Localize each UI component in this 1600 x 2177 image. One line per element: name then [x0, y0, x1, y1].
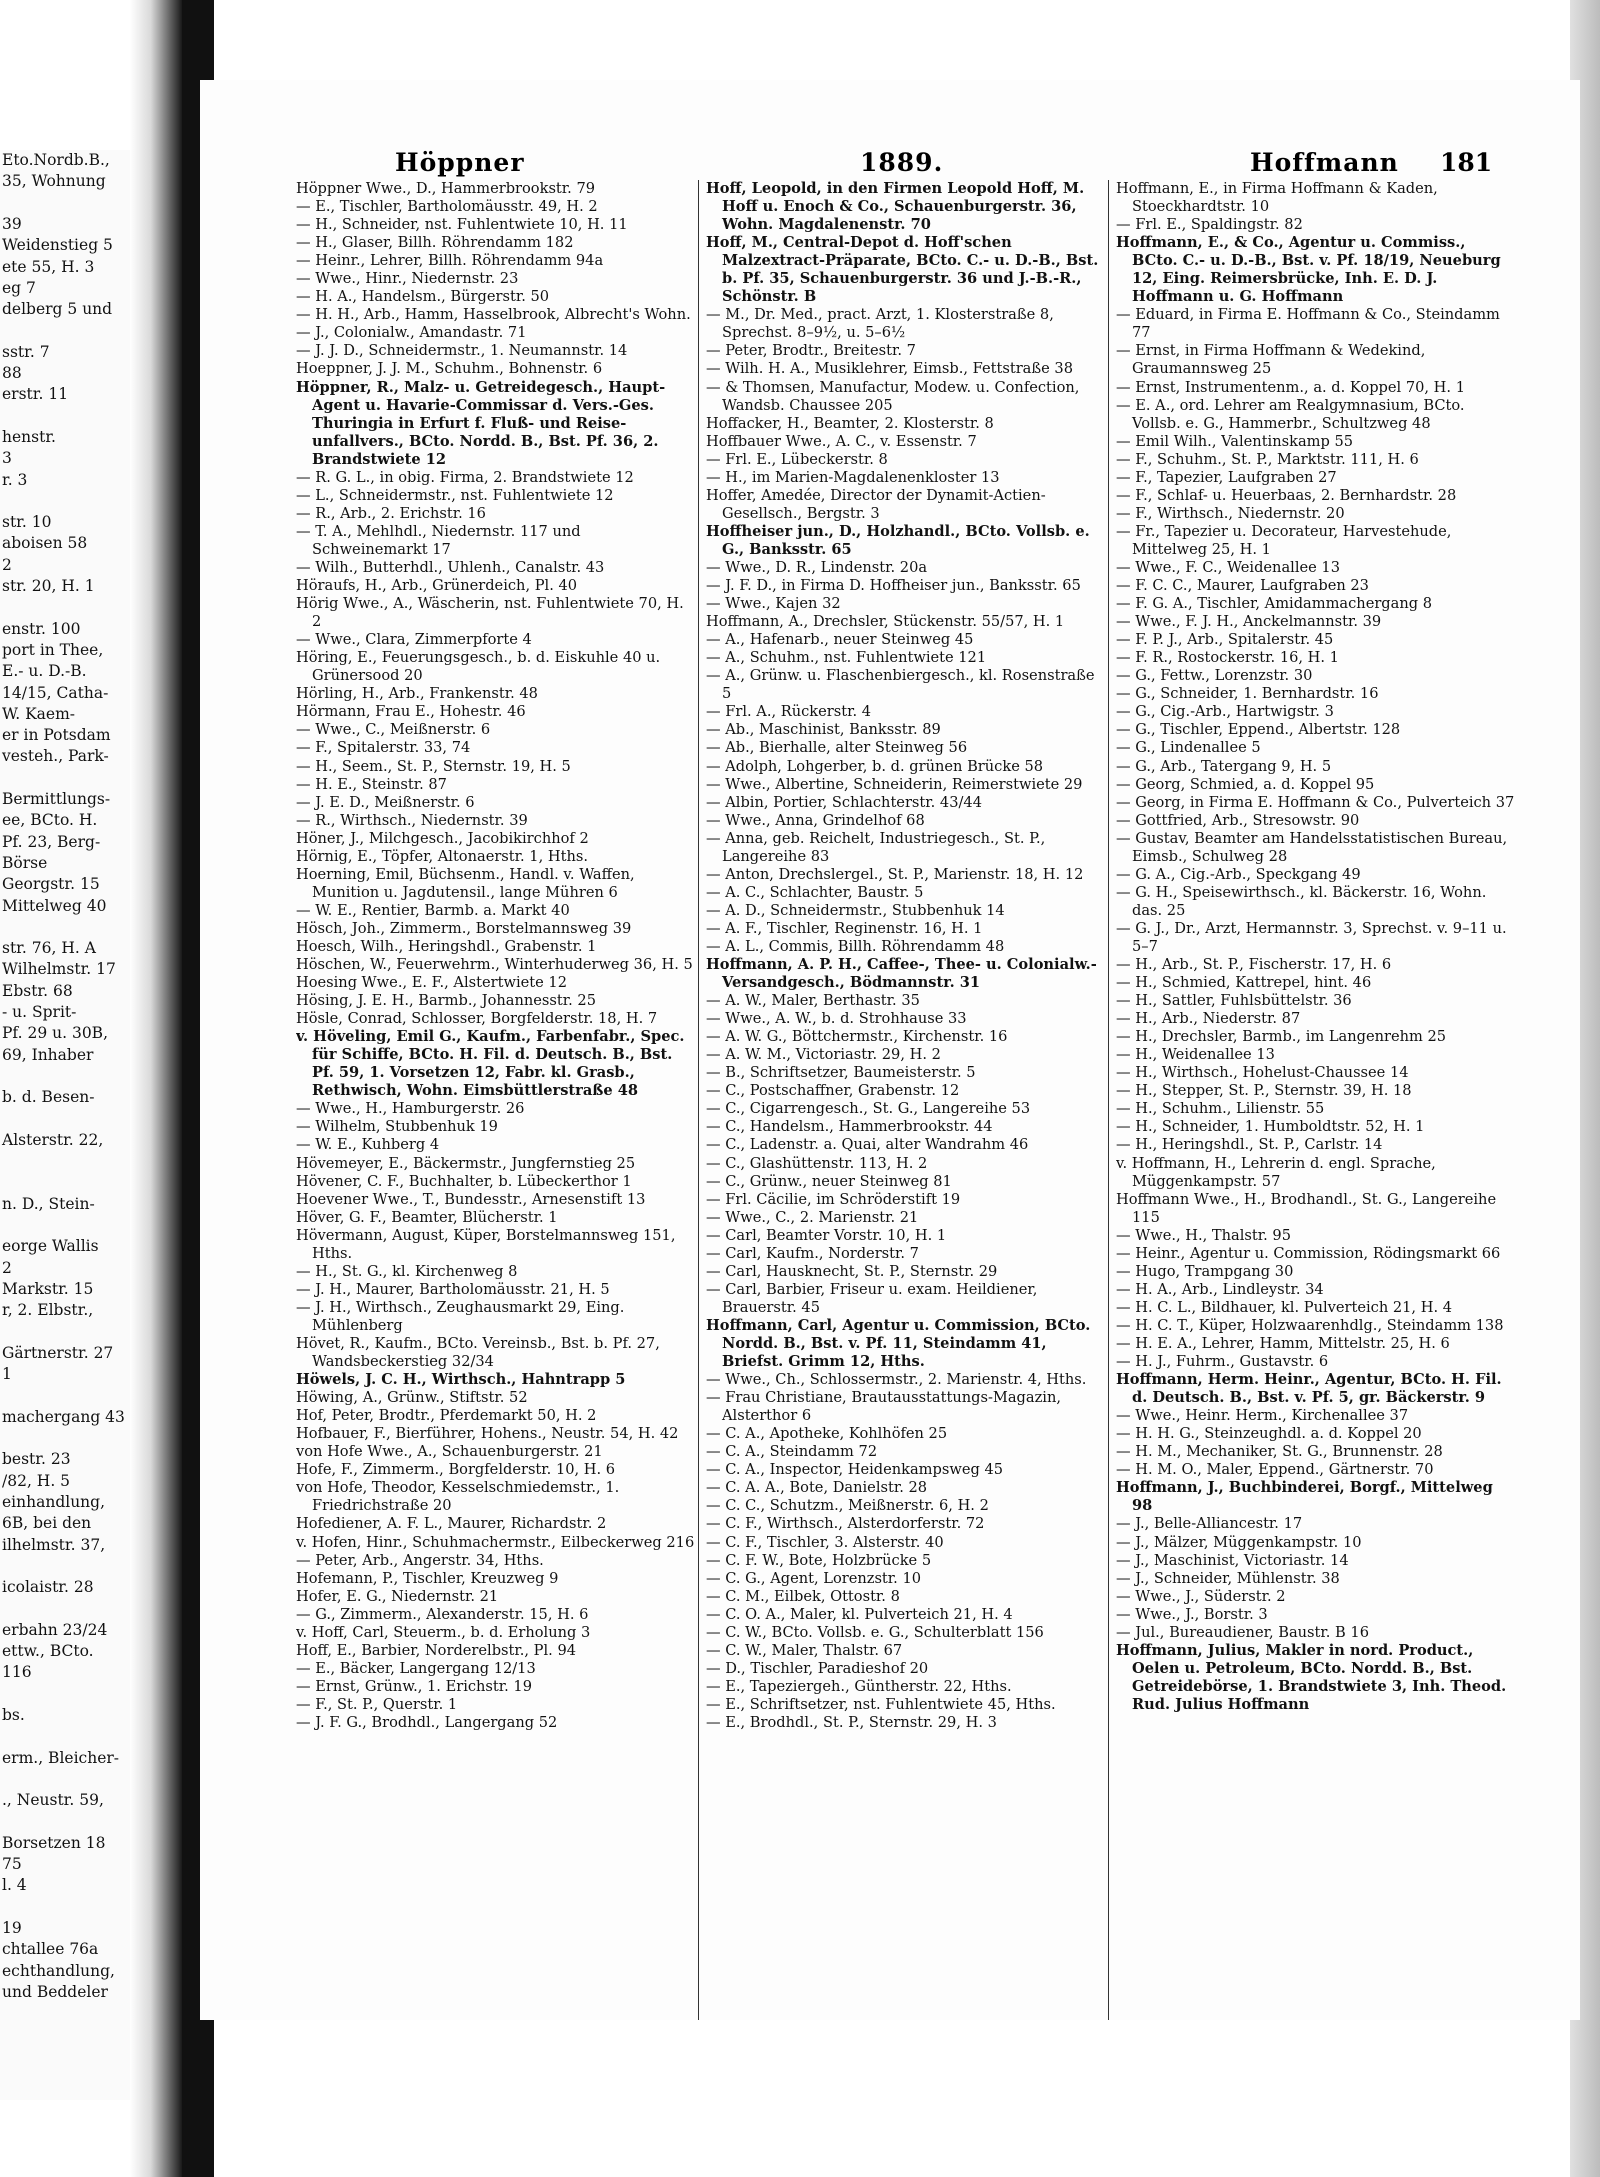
directory-entry: — A. L., Commis, Billh. Röhrendamm 48	[706, 937, 1005, 955]
directory-entry: — B., Schriftsetzer, Baumeisterstr. 5	[706, 1064, 976, 1082]
directory-entry: — E., Bäcker, Langergang 12/13	[296, 1659, 536, 1677]
directory-entry: — H. A., Handelsm., Bürgerstr. 50	[296, 288, 550, 306]
column-divider	[698, 180, 699, 2020]
directory-entry: von Hofe Wwe., A., Schauenburgerstr. 21	[296, 1443, 603, 1461]
directory-entry: — Wilh., Butterhdl., Uhlenh., Canalstr. 43	[296, 558, 605, 576]
directory-entry: — F. C. C., Maurer, Laufgraben 23	[1116, 577, 1369, 595]
directory-entry: — Wwe., Ch., Schlossermstr., 2. Marienstr. 4, Hths.	[706, 1371, 1087, 1389]
directory-column-2	[706, 180, 1106, 2020]
directory-entry: — H., Glaser, Billh. Röhrendamm 182	[296, 234, 574, 252]
left-page-line: Mittelweg 40	[2, 896, 107, 915]
directory-entry: — Gottfried, Arb., Stresowstr. 90	[1116, 811, 1360, 829]
left-page-line: echthandlung,	[2, 1961, 115, 1980]
left-page-line: bs.	[2, 1705, 25, 1724]
left-page-line: 14/15, Catha-	[2, 683, 109, 702]
directory-entry: — A. C., Schlachter, Baustr. 5	[706, 883, 924, 901]
directory-column-1	[296, 180, 696, 2020]
directory-entry: — Ernst, Grünw., 1. Erichstr. 19	[296, 1677, 533, 1695]
directory-entry: — H. C. L., Bildhauer, kl. Pulverteich 21, H. 4	[1116, 1298, 1453, 1316]
directory-entry: — F. G. A., Tischler, Amidammachergang 8	[1116, 595, 1433, 613]
directory-entry: — Peter, Brodtr., Breitestr. 7	[706, 342, 916, 360]
directory-entry: Hösing, J. E. H., Barmb., Johannesstr. 25	[296, 992, 596, 1010]
left-page-line: 116	[2, 1663, 32, 1682]
left-page-line: - u. Sprit-	[2, 1003, 77, 1021]
directory-entry: — G. J., Dr., Arzt, Hermannstr. 3, Sprechst. v. 9–11 u. 5–7	[1116, 919, 1507, 955]
left-page-line: chtallee 76a	[2, 1940, 99, 1959]
directory-entry: Hofe, F., Zimmerm., Borgfelderstr. 10, H. 6	[296, 1461, 616, 1479]
left-page-line: l. 4	[2, 1876, 27, 1895]
left-page-line: ilhelmstr. 37,	[2, 1535, 106, 1554]
directory-entry: v. Hoffmann, H., Lehrerin d. engl. Sprache, Müggenkampstr. 57	[1116, 1154, 1436, 1190]
directory-entry: — Wwe., F. J. H., Anckelmannstr. 39	[1116, 613, 1382, 631]
directory-entry: — Albin, Portier, Schlachterstr. 43/44	[706, 793, 982, 811]
left-page-line: /82, H. 5	[2, 1471, 71, 1490]
directory-entry: Hofbauer, F., Bierführer, Hohens., Neustr. 54, H. 42	[296, 1425, 679, 1443]
left-page-line: er in Potsdam	[2, 726, 111, 745]
directory-entry: — H., Schneider, nst. Fuhlentwiete 10, H. 11	[296, 216, 628, 234]
directory-entry: — Wwe., C., Meißnerstr. 6	[296, 721, 491, 739]
left-page-line: einhandlung,	[2, 1492, 106, 1511]
left-page-line: bestr. 23	[2, 1450, 71, 1469]
directory-entry: Hösle, Conrad, Schlosser, Borgfelderstr. 18, H. 7	[296, 1010, 658, 1028]
directory-entry: Hoffmann, A. P. H., Caffee-, Thee- u. Colonialw.-Versandgesch., Bödmannstr. 31	[706, 956, 1097, 992]
directory-entry: — Wwe., Albertine, Schneiderin, Reimerstwiete 29	[706, 775, 1083, 793]
left-page-line: 1	[2, 1365, 12, 1384]
directory-entry: — Georg, in Firma E. Hoffmann & Co., Pulverteich 37	[1116, 793, 1515, 811]
directory-entry: — C., Ladenstr. a. Quai, alter Wandrahm 46	[706, 1136, 1029, 1154]
left-page-line: Markstr. 15	[2, 1279, 94, 1298]
directory-entry: — G., Fettw., Lorenzstr. 30	[1116, 667, 1313, 685]
directory-entry: — D., Tischler, Paradieshof 20	[706, 1659, 929, 1677]
directory-entry: Hofer, E. G., Niedernstr. 21	[296, 1587, 499, 1605]
left-page-fragment	[0, 150, 150, 2100]
directory-entry: — Peter, Arb., Angerstr. 34, Hths.	[296, 1551, 544, 1569]
left-page-line: 2	[2, 1258, 12, 1277]
directory-entry: Hof, Peter, Brodtr., Pferdemarkt 50, H. 2	[296, 1407, 597, 1425]
directory-entry: — C. M., Eilbek, Ottostr. 8	[706, 1587, 900, 1605]
directory-entry: — Heinr., Agentur u. Commission, Rödingsmarkt 66	[1116, 1244, 1501, 1262]
directory-entry: Hoerning, Emil, Büchsenm., Handl. v. Waffen, Munition u. Jagdutensil., lange Mühren 6	[296, 865, 635, 901]
directory-entry: — F., Spitalerstr. 33, 74	[296, 739, 471, 757]
directory-entry: — G., Arb., Tatergang 9, H. 5	[1116, 757, 1332, 775]
directory-entry: — Ab., Maschinist, Banksstr. 89	[706, 721, 941, 739]
directory-entry: — G., Cig.-Arb., Hartwigstr. 3	[1116, 703, 1334, 721]
directory-entry: — Wwe., C., 2. Marienstr. 21	[706, 1208, 919, 1226]
directory-entry: — J. H., Wirthsch., Zeughausmarkt 29, Eing. Mühlenberg	[296, 1298, 625, 1334]
directory-entry: — W. E., Rentier, Barmb. a. Markt 40	[296, 901, 570, 919]
directory-entry: — H., Sattler, Fuhlsbüttelstr. 36	[1116, 992, 1352, 1010]
directory-entry: Hoffmann, E., & Co., Agentur u. Commiss., BCto. C.- u. D.-B., Bst. v. Pf. 18/19, Neueburg 12, Eing. Reimersbrücke, Inh. E. D. J. Hoffmann u. G. Hoffmann	[1116, 234, 1501, 306]
directory-entry: — H., Drechsler, Barmb., im Langenrehm 25	[1116, 1028, 1447, 1046]
left-page-line: 88	[2, 364, 22, 382]
directory-entry: — F., Tapezier, Laufgraben 27	[1116, 468, 1337, 486]
directory-entry: Höwing, A., Grünw., Stiftstr. 52	[296, 1389, 528, 1407]
directory-entry: — J., Colonialw., Amandastr. 71	[296, 324, 527, 342]
directory-entry: — C., Glashüttenstr. 113, H. 2	[706, 1154, 928, 1172]
directory-entry: Hoffmann, Julius, Makler in nord. Product., Oelen u. Petroleum, BCto. Nordd. B., Bst. Getreidebörse, 1. Brandstwiete 3, Inh. Theod. Rud. Julius Hoffmann	[1116, 1641, 1507, 1713]
left-page-line: Ebstr. 68	[2, 981, 73, 1000]
directory-entry: — J. F. D., in Firma D. Hoffheiser jun., Banksstr. 65	[706, 577, 1081, 595]
left-page-line: sstr. 7	[2, 342, 50, 361]
header-year: 1889.	[860, 148, 944, 177]
directory-entry: — Gustav, Beamter am Handelsstatistischen Bureau, Eimsb., Schulweg 28	[1116, 829, 1508, 865]
directory-entry: — Carl, Beamter Vorstr. 10, H. 1	[706, 1226, 947, 1244]
directory-entry: Hoesch, Wilh., Heringshdl., Grabenstr. 1	[296, 937, 597, 955]
directory-entry: — Adolph, Lohgerber, b. d. grünen Brücke 58	[706, 757, 1044, 775]
directory-entry: — H., Schmied, Kattrepel, hint. 46	[1116, 974, 1372, 992]
directory-entry: — F. R., Rostockerstr. 16, H. 1	[1116, 649, 1339, 667]
directory-entry: — Carl, Barbier, Friseur u. exam. Heildiener, Brauerstr. 45	[706, 1280, 1038, 1316]
directory-entry: — E., Brodhdl., St. P., Sternstr. 29, H. 3	[706, 1713, 997, 1731]
left-page-line: eg 7	[2, 278, 36, 297]
left-page-line: str. 10	[2, 513, 52, 532]
directory-entry: — H., Heringshdl., St. P., Carlstr. 14	[1116, 1136, 1383, 1154]
left-page-line: Gärtnerstr. 27	[2, 1343, 114, 1362]
directory-entry: Hoffer, Amedée, Director der Dynamit-Actien-Gesellsch., Bergstr. 3	[706, 486, 1046, 522]
left-page-line: Weidenstieg 5	[2, 236, 113, 255]
directory-entry: — Wwe., H., Hamburgerstr. 26	[296, 1100, 525, 1118]
left-page-line: erstr. 11	[2, 385, 69, 404]
directory-entry: Höschen, W., Feuerwehrm., Winterhuderweg 36, H. 5	[296, 956, 693, 974]
header-left-keyword: Höppner	[395, 148, 525, 177]
directory-entry: — Wwe., J., Borstr. 3	[1116, 1605, 1268, 1623]
directory-entry: Hoff, Leopold, in den Firmen Leopold Hoff, M. Hoff u. Enoch & Co., Schauenburgerstr. 36, Wohn. Magdalenenstr. 70	[706, 180, 1085, 234]
directory-entry: Hövermann, August, Küper, Borstelmannsweg 151, Hths.	[296, 1226, 676, 1262]
directory-entry: — C. F., Tischler, 3. Alsterstr. 40	[706, 1533, 944, 1551]
directory-entry: — C., Cigarrengesch., St. G., Langereihe 53	[706, 1100, 1031, 1118]
directory-entry: — A., Schuhm., nst. Fuhlentwiete 121	[706, 649, 987, 667]
directory-entry: Hoeppner, J. J. M., Schuhm., Bohnenstr. 6	[296, 360, 603, 378]
directory-entry: — J., Schneider, Mühlenstr. 38	[1116, 1569, 1340, 1587]
header-right-keyword: Hoffmann	[1250, 148, 1399, 177]
directory-entry: — Frl. E., Spaldingstr. 82	[1116, 216, 1303, 234]
directory-entry: — M., Dr. Med., pract. Arzt, 1. Klosterstraße 8, Sprechst. 8–9½, u. 5–6½	[706, 306, 1054, 342]
directory-entry: — H., Arb., St. P., Fischerstr. 17, H. 6	[1116, 956, 1392, 974]
left-page-line: r. 3	[2, 470, 28, 489]
directory-entry: Hövener, C. F., Buchhalter, b. Lübeckerthor 1	[296, 1172, 632, 1190]
directory-entry: Hofemann, P., Tischler, Kreuzweg 9	[296, 1569, 559, 1587]
directory-entry: — H. J., Fuhrm., Gustavstr. 6	[1116, 1353, 1329, 1371]
left-page-line: erm., Bleicher-	[2, 1748, 120, 1767]
directory-entry: — Wwe., A. W., b. d. Strohhause 33	[706, 1010, 967, 1028]
directory-entry: — A., Grünw. u. Flaschenbiergesch., kl. Rosenstraße 5	[706, 667, 1095, 703]
directory-entry: — Wwe., Hinr., Niedernstr. 23	[296, 270, 519, 288]
directory-entry: Hoffmann, Carl, Agentur u. Commission, BCto. Nordd. B., Bst. v. Pf. 11, Steindamm 41, Briefst. Grimm 12, Hths.	[706, 1316, 1091, 1371]
left-page-line: n. D., Stein-	[2, 1194, 95, 1213]
directory-entry: — C., Handelsm., Hammerbrookstr. 44	[706, 1118, 993, 1136]
left-page-line: ., Neustr. 59,	[2, 1791, 104, 1810]
left-page-line: port in Thee,	[2, 640, 104, 659]
directory-entry: — C., Postschaffner, Grabenstr. 12	[706, 1082, 960, 1100]
left-page-line: 75	[2, 1855, 22, 1873]
directory-entry: — Georg, Schmied, a. d. Koppel 95	[1116, 775, 1375, 793]
directory-entry: — Wwe., Clara, Zimmerpforte 4	[296, 631, 532, 649]
left-page-line: vesteh., Park-	[2, 747, 109, 766]
directory-entry: Hoff, E., Barbier, Norderelbstr., Pl. 94	[296, 1641, 577, 1659]
directory-entry: — H. A., Arb., Lindleystr. 34	[1116, 1280, 1324, 1298]
directory-entry: Höring, E., Feuerungsgesch., b. d. Eiskuhle 40 u. Grünersood 20	[296, 649, 661, 685]
left-page-line: ete 55, H. 3	[2, 257, 95, 276]
directory-entry: — Anna, geb. Reichelt, Industriegesch., St. P., Langereihe 83	[706, 829, 1046, 865]
directory-page	[200, 80, 1580, 2020]
left-page-line: Georgstr. 15	[2, 875, 100, 894]
directory-entry: — Hugo, Trampgang 30	[1116, 1262, 1294, 1280]
left-page-line: und Beddeler	[2, 1982, 108, 2001]
directory-entry: — H. M. O., Maler, Eppend., Gärtnerstr. 70	[1116, 1461, 1434, 1479]
directory-entry: — A. F., Tischler, Reginenstr. 16, H. 1	[706, 919, 983, 937]
directory-entry: — Carl, Hausknecht, St. P., Sternstr. 29	[706, 1262, 998, 1280]
directory-entry: Höner, J., Milchgesch., Jacobikirchhof 2	[296, 829, 589, 847]
directory-entry: Hoffmann, A., Drechsler, Stückenstr. 55/57, H. 1	[706, 613, 1065, 631]
directory-entry: — Emil Wilh., Valentinskamp 55	[1116, 432, 1354, 450]
directory-entry: — Heinr., Lehrer, Billh. Röhrendamm 94a	[296, 252, 604, 270]
directory-entry: — Fr., Tapezier u. Decorateur, Harvestehude, Mittelweg 25, H. 1	[1116, 522, 1452, 558]
directory-entry: Hörmann, Frau E., Hohestr. 46	[296, 703, 526, 721]
directory-entry: — Ernst, in Firma Hoffmann & Wedekind, Graumannsweg 25	[1116, 342, 1426, 378]
left-page-line: icolaistr. 28	[2, 1578, 94, 1597]
directory-entry: — F., Schuhm., St. P., Marktstr. 111, H. 6	[1116, 450, 1419, 468]
directory-entry: — Wwe., H., Thalstr. 95	[1116, 1226, 1291, 1244]
directory-entry: Hoffmann Wwe., H., Brodhandl., St. G., Langereihe 115	[1116, 1190, 1497, 1226]
directory-entry: — J., Maschinist, Victoriastr. 14	[1116, 1551, 1349, 1569]
directory-entry: — W. E., Kuhberg 4	[296, 1136, 440, 1154]
left-page-line: ee, BCto. H.	[2, 811, 98, 830]
directory-entry: — H. C. T., Küper, Holzwaarenhdlg., Steindamm 138	[1116, 1316, 1504, 1334]
left-page-line: Eto.Nordb.B.,	[2, 151, 110, 169]
left-page-line: Wilhelmstr. 17	[2, 960, 116, 979]
directory-entry: — H., Seem., St. P., Sternstr. 19, H. 5	[296, 757, 571, 775]
directory-entry: — C. G., Agent, Lorenzstr. 10	[706, 1569, 922, 1587]
directory-entry: — R., Arb., 2. Erichstr. 16	[296, 504, 486, 522]
directory-entry: — H. H. G., Steinzeughdl. a. d. Koppel 20	[1116, 1425, 1422, 1443]
left-page-line: r, 2. Elbstr.,	[2, 1301, 94, 1320]
directory-entry: — Jul., Bureaudiener, Baustr. B 16	[1116, 1623, 1369, 1641]
directory-entry: — J. F. G., Brodhdl., Langergang 52	[296, 1713, 558, 1731]
directory-entry: — E. A., ord. Lehrer am Realgymnasium, BCto. Vollsb. e. G., Hammerbr., Schultzweg 48	[1116, 396, 1465, 432]
left-page-line: 6B, bei den	[2, 1514, 92, 1533]
directory-entry: v. Hoff, Carl, Steuerm., b. d. Erholung 3	[296, 1623, 591, 1641]
directory-entry: — G., Schneider, 1. Bernhardstr. 16	[1116, 685, 1379, 703]
left-page-line: aboisen 58	[2, 534, 88, 553]
directory-entry: v. Höveling, Emil G., Kaufm., Farbenfabr., Spec. für Schiffe, BCto. H. Fil. d. Deutsch. B., Bst. Pf. 59, 1. Vorsetzen 12, Fabr. kl. Grasb., Rethwisch, Wohn. Eimsbüttlerstraße 48	[296, 1028, 685, 1100]
directory-entry: — A. W., Maler, Berthastr. 35	[706, 992, 920, 1010]
directory-entry: — C. A., Apotheke, Kohlhöfen 25	[706, 1425, 948, 1443]
left-page-line: enstr. 100	[2, 619, 81, 638]
directory-entry: Höwels, J. C. H., Wirthsch., Hahntrapp 5	[296, 1371, 626, 1389]
directory-entry: — H., Schuhm., Lilienstr. 55	[1116, 1100, 1325, 1118]
left-page-line: ettw., BCto.	[2, 1642, 94, 1660]
left-page-line: 39	[2, 214, 22, 233]
directory-entry: — Wilhelm, Stubbenhuk 19	[296, 1118, 498, 1136]
directory-entry: — Wwe., D. R., Lindenstr. 20a	[706, 558, 928, 576]
directory-entry: — C. F. W., Bote, Holzbrücke 5	[706, 1551, 932, 1569]
left-page-line: 3	[2, 449, 12, 468]
directory-entry: Hörling, H., Arb., Frankenstr. 48	[296, 685, 538, 703]
directory-entry: — R. G. L., in obig. Firma, 2. Brandstwiete 12	[296, 468, 634, 486]
left-page-line: Borsetzen 18	[2, 1833, 106, 1852]
directory-entry: — Frl. Cäcilie, im Schröderstift 19	[706, 1190, 961, 1208]
directory-entry: — J. E. D., Meißnerstr. 6	[296, 793, 475, 811]
directory-entry: — C. C., Schutzm., Meißnerstr. 6, H. 2	[706, 1497, 989, 1515]
directory-entry: Hofediener, A. F. L., Maurer, Richardstr. 2	[296, 1515, 607, 1533]
directory-entry: — J., Belle-Alliancestr. 17	[1116, 1515, 1303, 1533]
directory-entry: Hörnig, E., Töpfer, Altonaerstr. 1, Hths.	[296, 847, 588, 865]
left-page-line: 2	[2, 555, 12, 574]
directory-entry: Hoevener Wwe., T., Bundesstr., Arnesenstift 13	[296, 1190, 646, 1208]
directory-entry: — H., Wirthsch., Hohelust-Chaussee 14	[1116, 1064, 1409, 1082]
directory-entry: Hoffacker, H., Beamter, 2. Klosterstr. 8	[706, 414, 994, 432]
directory-entry: Hoesing Wwe., E. F., Alstertwiete 12	[296, 974, 567, 992]
directory-column-3	[1116, 180, 1516, 2020]
directory-entry: Hövet, R., Kaufm., BCto. Vereinsb., Bst. b. Pf. 27, Wandsbeckerstieg 32/34	[296, 1335, 660, 1371]
directory-entry: — H., Schneider, 1. Humboldtstr. 52, H. 1	[1116, 1118, 1425, 1136]
left-page-line: 19	[2, 1918, 22, 1937]
directory-entry: — C. O. A., Maler, kl. Pulverteich 21, H. 4	[706, 1605, 1013, 1623]
left-page-line: 35, Wohnung	[2, 172, 106, 191]
left-page-line: Bermittlungs-	[2, 790, 111, 808]
directory-entry: — H., St. G., kl. Kirchenweg 8	[296, 1262, 518, 1280]
directory-entry: — T. A., Mehlhdl., Niedernstr. 117 und Schweinemarkt 17	[296, 522, 581, 558]
left-page-line: E.- u. D.-B.	[2, 662, 87, 681]
left-page-line: Alsterstr. 22,	[2, 1130, 104, 1149]
directory-entry: — G., Tischler, Eppend., Albertstr. 128	[1116, 721, 1401, 739]
directory-entry: Hösch, Joh., Zimmerm., Borstelmannsweg 39	[296, 919, 632, 937]
directory-entry: Hoffmann, J., Buchbinderei, Borgf., Mittelweg 98	[1116, 1479, 1493, 1515]
directory-entry: von Hofe, Theodor, Kesselschmiedemstr., 1. Friedrichstraße 20	[296, 1479, 620, 1515]
directory-entry: — F. P. J., Arb., Spitalerstr. 45	[1116, 631, 1334, 649]
left-page-line: str. 20, H. 1	[2, 577, 95, 595]
directory-entry: — R., Wirthsch., Niedernstr. 39	[296, 811, 528, 829]
directory-entry: — Carl, Kaufm., Norderstr. 7	[706, 1244, 919, 1262]
directory-entry: Hoffheiser jun., D., Holzhandl., BCto. Vollsb. e. G., Banksstr. 65	[706, 522, 1090, 558]
directory-entry: — C. W., BCto. Vollsb. e. G., Schulterblatt 156	[706, 1623, 1044, 1641]
directory-entry: Hoffmann, Herm. Heinr., Agentur, BCto. H. Fil. d. Deutsch. B., Bst. v. Pf. 5, gr. Bäckerstr. 9	[1116, 1371, 1502, 1407]
directory-entry: — C. A. A., Bote, Danielstr. 28	[706, 1479, 928, 1497]
directory-entry: — C. A., Steindamm 72	[706, 1443, 878, 1461]
left-page-line: W. Kaem-	[2, 704, 76, 723]
directory-entry: — J. H., Maurer, Bartholomäusstr. 21, H. 5	[296, 1280, 610, 1298]
directory-entry: — C. W., Maler, Thalstr. 67	[706, 1641, 903, 1659]
directory-entry: — F., Wirthsch., Niedernstr. 20	[1116, 504, 1345, 522]
directory-entry: Hövemeyer, E., Bäckermstr., Jungfernstieg 25	[296, 1154, 636, 1172]
directory-entry: — H., im Marien-Magdalenenkloster 13	[706, 468, 1000, 486]
directory-entry: Hoffbauer Wwe., A. C., v. Essenstr. 7	[706, 432, 977, 450]
directory-entry: — H. E., Steinstr. 87	[296, 775, 447, 793]
directory-entry: Höppner, R., Malz- u. Getreidegesch., Haupt-Agent u. Havarie-Commissar d. Vers.-Ges. Thuringia in Erfurt f. Fluß- und Reise-unfallvers., BCto. Nordd. B., Bst. Pf. 36, 2. Brandstwiete 12	[296, 378, 666, 468]
directory-entry: — F., St. P., Querstr. 1	[296, 1695, 458, 1713]
directory-entry: — & Thomsen, Manufactur, Modew. u. Confection, Wandsb. Chaussee 205	[706, 378, 1080, 414]
book-spine-shadow	[130, 0, 182, 2177]
directory-entry: — Wwe., F. C., Weidenallee 13	[1116, 558, 1340, 576]
left-page-line: Börse	[2, 853, 48, 872]
directory-entry: — Wwe., Heinr. Herm., Kirchenallee 37	[1116, 1407, 1409, 1425]
directory-entry: — G., Lindenallee 5	[1116, 739, 1261, 757]
directory-entry: — Wwe., J., Süderstr. 2	[1116, 1587, 1286, 1605]
directory-entry: — C., Grünw., neuer Steinweg 81	[706, 1172, 952, 1190]
directory-entry: — G. A., Cig.-Arb., Speckgang 49	[1116, 865, 1361, 883]
left-page-line: henstr.	[2, 427, 56, 446]
directory-entry: v. Hofen, Hinr., Schuhmachermstr., Eilbeckerweg 216	[296, 1533, 695, 1551]
left-page-line: delberg 5 und	[2, 300, 113, 319]
directory-entry: — A. W. M., Victoriastr. 29, H. 2	[706, 1046, 941, 1064]
directory-entry: — Ab., Bierhalle, alter Steinweg 56	[706, 739, 968, 757]
directory-entry: — Ernst, Instrumentenm., a. d. Koppel 70, H. 1	[1116, 378, 1465, 396]
left-page-line: erbahn 23/24	[2, 1620, 108, 1639]
directory-entry: — Frl. A., Rückerstr. 4	[706, 703, 872, 721]
directory-entry: — C. F., Wirthsch., Alsterdorferstr. 72	[706, 1515, 985, 1533]
left-page-line: machergang 43	[2, 1407, 125, 1426]
directory-entry: Hörig Wwe., A., Wäscherin, nst. Fuhlentwiete 70, H. 2	[296, 595, 684, 631]
directory-entry: Hoff, M., Central-Depot d. Hoff'schen Malzextract-Präparate, BCto. C.- u. D.-B., Bst. b. Pf. 35, Schauenburgerstr. 36 und J.-B.-R., Schönstr. B	[706, 234, 1099, 306]
directory-entry: Höraufs, H., Arb., Grünerdeich, Pl. 40	[296, 577, 578, 595]
directory-entry: Höver, G. F., Beamter, Blücherstr. 1	[296, 1208, 558, 1226]
directory-entry: — H., Arb., Niederstr. 87	[1116, 1010, 1301, 1028]
directory-entry: — E., Schriftsetzer, nst. Fuhlentwiete 45, Hths.	[706, 1695, 1056, 1713]
directory-entry: — A., Hafenarb., neuer Steinweg 45	[706, 631, 974, 649]
directory-entry: — H., Weidenallee 13	[1116, 1046, 1275, 1064]
directory-entry: Hoffmann, E., in Firma Hoffmann & Kaden, Stoeckhardtstr. 10	[1116, 180, 1438, 216]
left-page-line: eorge Wallis	[2, 1237, 99, 1256]
left-page-line: Pf. 29 u. 30B,	[2, 1024, 108, 1043]
directory-entry: — E., Tapeziergeh., Güntherstr. 22, Hths.	[706, 1677, 1012, 1695]
page-number: 181	[1440, 148, 1493, 177]
directory-entry: — A. W. G., Böttchermstr., Kirchenstr. 16	[706, 1028, 1008, 1046]
directory-entry: — Wwe., Anna, Grindelhof 68	[706, 811, 925, 829]
left-page-line: Pf. 23, Berg-	[2, 832, 101, 851]
directory-entry: — J., Mälzer, Müggenkampstr. 10	[1116, 1533, 1362, 1551]
directory-entry: — G., Zimmerm., Alexanderstr. 15, H. 6	[296, 1605, 589, 1623]
directory-entry: — J. J. D., Schneidermstr., 1. Neumannstr. 14	[296, 342, 628, 360]
directory-entry: Höppner Wwe., D., Hammerbrookstr. 79	[296, 180, 596, 197]
directory-entry: — A. D., Schneidermstr., Stubbenhuk 14	[706, 901, 1005, 919]
left-page-line: 69, Inhaber	[2, 1045, 94, 1064]
directory-entry: — Wwe., Kajen 32	[706, 595, 841, 613]
directory-entry: — H. M., Mechaniker, St. G., Brunnenstr. 28	[1116, 1443, 1443, 1461]
column-divider	[1108, 180, 1109, 2020]
directory-entry: — Wilh. H. A., Musiklehrer, Eimsb., Fettstraße 38	[706, 360, 1073, 378]
directory-entry: — E., Tischler, Bartholomäusstr. 49, H. 2	[296, 198, 598, 216]
directory-entry: — H., Stepper, St. P., Sternstr. 39, H. 18	[1116, 1082, 1412, 1100]
directory-entry: — H. E. A., Lehrer, Hamm, Mittelstr. 25, H. 6	[1116, 1335, 1450, 1352]
directory-entry: — F., Schlaf- u. Heuerbaas, 2. Bernhardstr. 28	[1116, 486, 1457, 504]
directory-entry: — Frl. E., Lübeckerstr. 8	[706, 450, 888, 468]
left-page-line: b. d. Besen-	[2, 1088, 95, 1107]
left-page-line: str. 76, H. A	[2, 939, 96, 958]
directory-entry: — Frau Christiane, Brautausstattungs-Magazin, Alsterthor 6	[706, 1389, 1061, 1425]
directory-entry: — C. A., Inspector, Heidenkampsweg 45	[706, 1461, 1004, 1479]
directory-entry: — Anton, Drechslergel., St. P., Marienstr. 18, H. 12	[706, 865, 1084, 883]
directory-entry: — L., Schneidermstr., nst. Fuhlentwiete 12	[296, 486, 614, 504]
directory-entry: — G. H., Speisewirthsch., kl. Bäckerstr. 16, Wohn. das. 25	[1116, 883, 1487, 919]
directory-entry: — Eduard, in Firma E. Hoffmann & Co., Steindamm 77	[1116, 306, 1500, 342]
directory-entry: — H. H., Arb., Hamm, Hasselbrook, Albrecht's Wohn.	[296, 306, 691, 324]
